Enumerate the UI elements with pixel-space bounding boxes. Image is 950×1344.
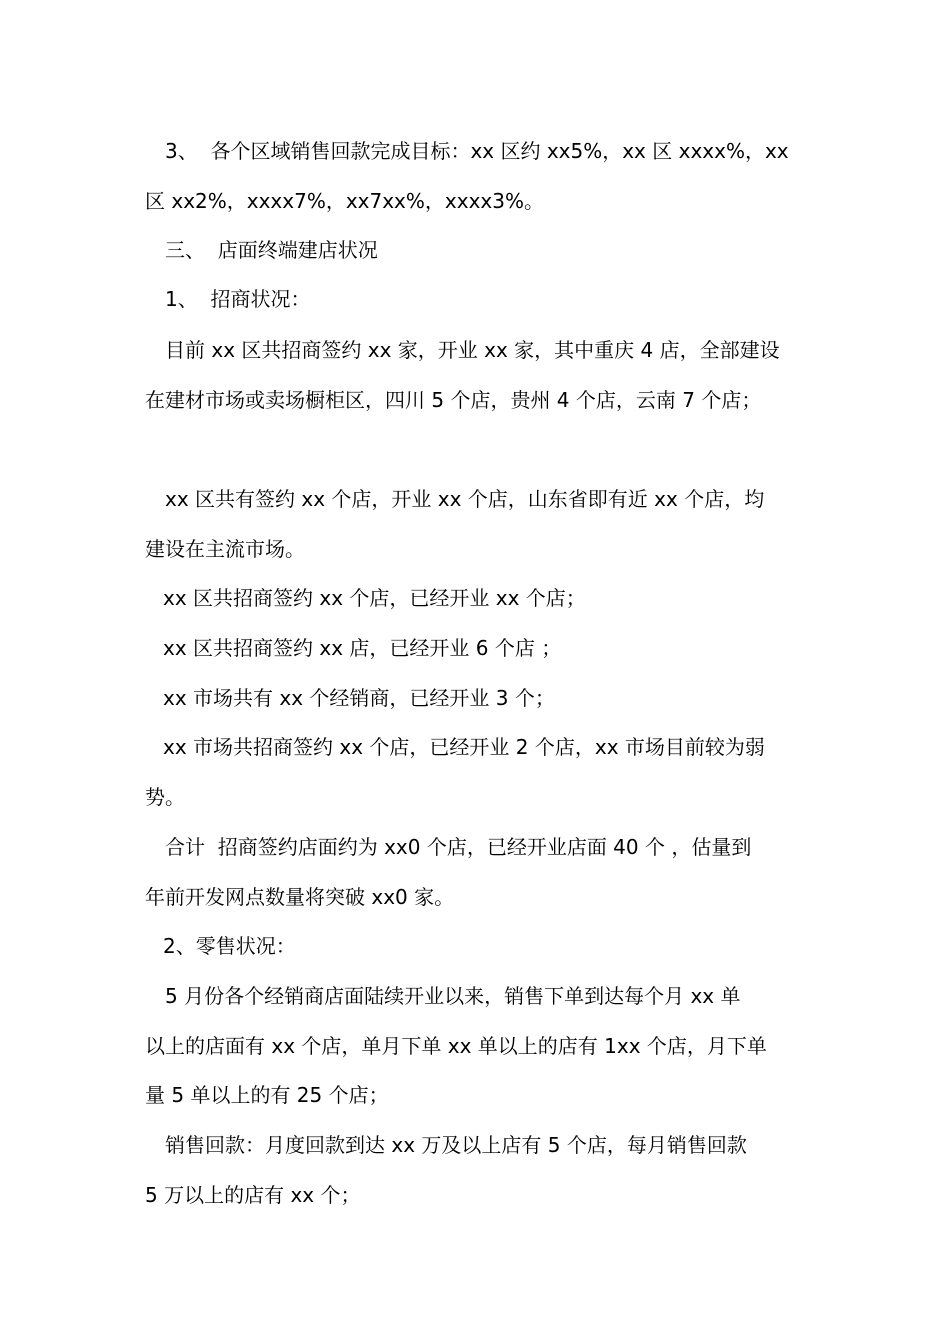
paragraph-line: xx 市场共招商签约 xx 个店，已经开业 2 个店，xx 市场目前较为弱 [163,735,765,759]
section-heading: 三、 店面终端建店状况 [165,238,378,262]
paragraph-line: 建设在主流市场。 [145,537,305,561]
paragraph-line: 年前开发网点数量将突破 xx0 家。 [145,885,455,909]
paragraph-line: xx 区共招商签约 xx 个店，已经开业 xx 个店； [163,586,586,610]
paragraph-line: 目前 xx 区共招商签约 xx 家，开业 xx 家，其中重庆 4 店，全部建设 [165,338,780,362]
paragraph-line: xx 区共有签约 xx 个店，开业 xx 个店，山东省即有近 xx 个店，均 [165,487,765,511]
paragraph-line: 合计 招商签约店面约为 xx0 个店，已经开业店面 40 个 ，估量到 [165,835,752,859]
paragraph-line: xx 市场共有 xx 个经销商，已经开业 3 个； [163,686,555,710]
paragraph-line: 区 xx2%，xxxx7%，xx7xx%，xxxx3%。 [145,189,544,213]
paragraph-line: 以上的店面有 xx 个店，单月下单 xx 单以上的店有 1xx 个店，月下单 [145,1034,767,1058]
paragraph-line: xx 区共招商签约 xx 店，已经开业 6 个店 ； [163,636,562,660]
paragraph-line: 量 5 单以上的有 25 个店； [145,1083,389,1107]
paragraph-line: 5 万以上的店有 xx 个； [145,1183,361,1207]
paragraph-line: 势。 [145,785,185,809]
paragraph-line: 5 月份各个经销商店面陆续开业以来，销售下单到达每个月 xx 单 [165,984,741,1008]
paragraph-line: 销售回款：月度回款到达 xx 万及以上店有 5 个店，每月销售回款 [165,1133,747,1157]
subsection-heading: 1、 招商状况： [165,287,311,311]
paragraph-line: 3、 各个区域销售回款完成目标：xx 区约 xx5%，xx 区 xxxx%，xx [165,139,789,163]
paragraph-line: 在建材市场或卖场橱柜区，四川 5 个店，贵州 4 个店，云南 7 个店； [145,388,762,412]
subsection-heading: 2、零售状况： [163,934,296,958]
